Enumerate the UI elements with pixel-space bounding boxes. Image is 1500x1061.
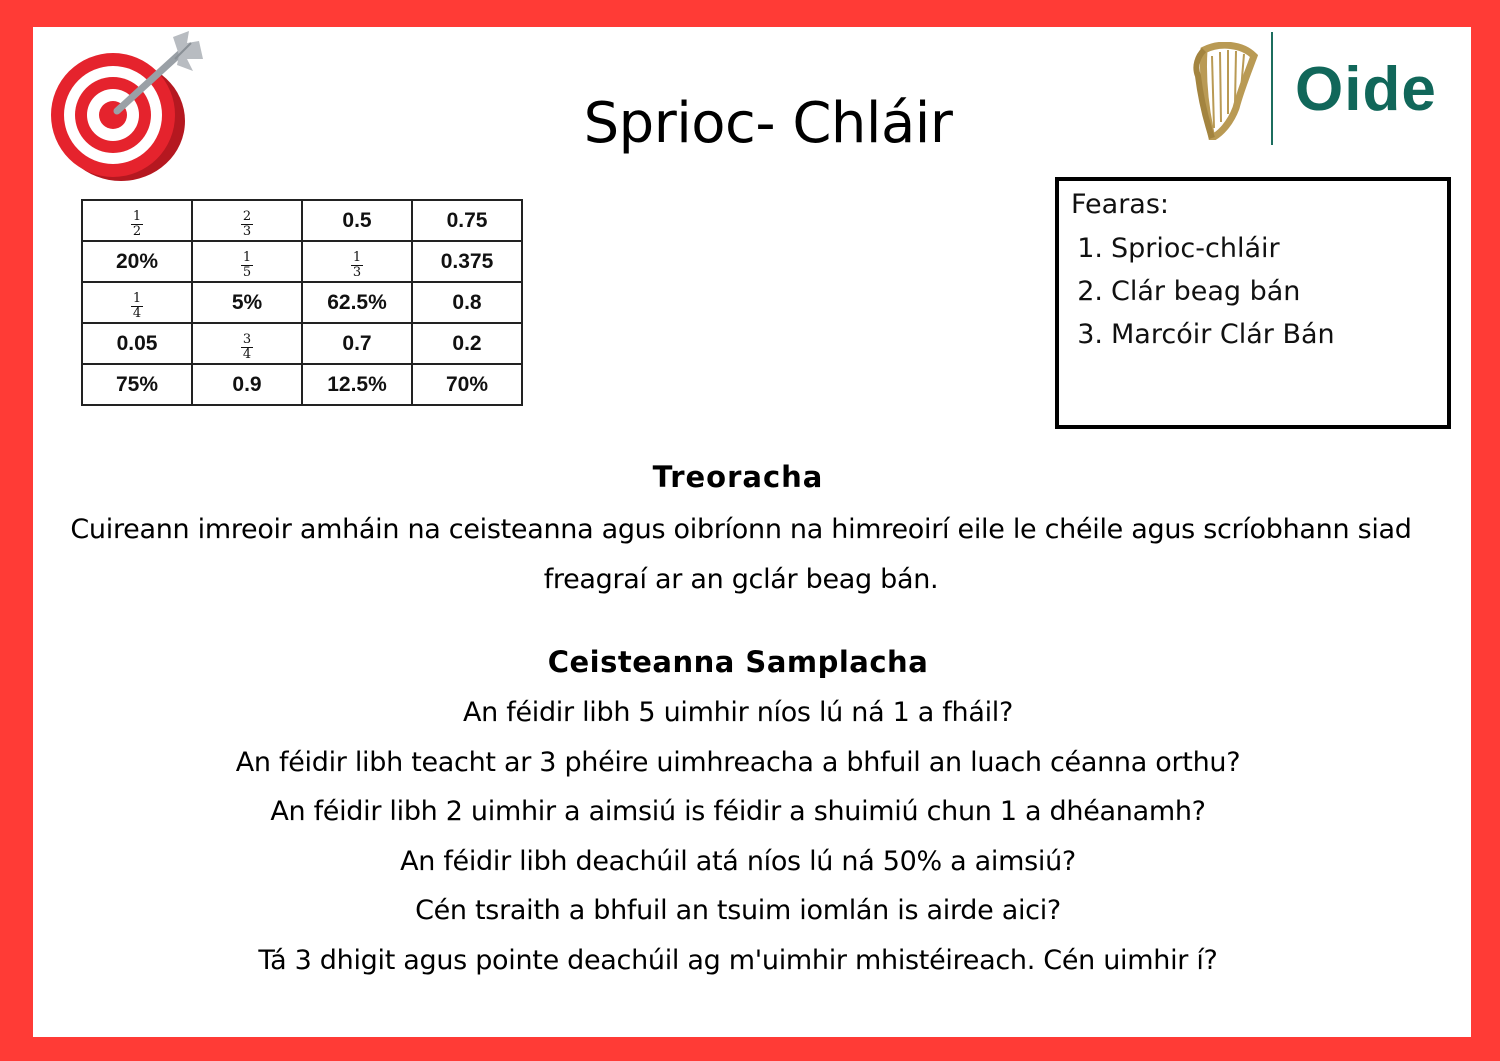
fraction: $\frac{1}{5}$: [242, 250, 252, 280]
questions-list: [33, 688, 1443, 986]
grid-cell: 0.375: [412, 241, 522, 282]
logo-wordmark: Oide: [1295, 55, 1437, 124]
grid-cell: [192, 200, 302, 241]
instructions-heading: Treoracha: [652, 460, 824, 494]
grid-cell: 12.5%: [302, 364, 412, 405]
grid-cell: 70%: [412, 364, 522, 405]
questions-heading: Ceisteanna Samplacha: [547, 645, 929, 679]
grid-cell: [192, 323, 302, 364]
question-item: Tá 3 dhigit agus pointe deachúil ag m'uimhir mhistéireach. Cén uimhir í?: [258, 944, 1218, 976]
question-item: An féidir libh teacht ar 3 phéire uimhreacha a bhfuil an luach céanna orthu?: [235, 746, 1241, 778]
question-item: An féidir libh deachúil atá níos lú ná 50% a aimsiú?: [400, 845, 1076, 877]
grid-cell: [82, 200, 192, 241]
fraction: $\frac{1}{4}$: [132, 291, 142, 321]
question-item: An féidir libh 2 uimhir a aimsiú is féidir a shuimiú chun 1 a dhéanamh?: [270, 796, 1206, 828]
fraction: $\frac{3}{4}$: [242, 332, 252, 362]
grid-cell: 75%: [82, 364, 192, 405]
grid-cell: 0.9: [192, 364, 302, 405]
question-item: An féidir libh 5 uimhir níos lú ná 1 a fháil?: [462, 697, 1014, 728]
grid-cell: 0.7: [302, 323, 412, 364]
equipment-item: 1. Sprioc-chláir: [1077, 233, 1280, 264]
grid-row: [82, 200, 522, 241]
grid-cell: 20%: [82, 241, 192, 282]
harp-icon: [1190, 42, 1258, 140]
grid-row: [82, 364, 522, 405]
logo-divider: [1271, 32, 1273, 145]
grid-cell: [302, 241, 412, 282]
grid-row: [82, 282, 522, 323]
equipment-item: 2. Clár beag bán: [1077, 276, 1301, 307]
grid-cell: 62.5%: [302, 282, 412, 323]
question-item: Cén tsraith a bhfuil an tsuim iomlán is airde aici?: [415, 895, 1061, 927]
equipment-heading: Fearas:: [1071, 189, 1170, 220]
fraction: $\frac{2}{3}$: [242, 209, 252, 239]
grid-cell: 0.5: [302, 200, 412, 241]
grid-cell: 5%: [192, 282, 302, 323]
fraction: $\frac{1}{2}$: [132, 209, 142, 239]
grid-row: [82, 241, 522, 282]
grid-cell: 0.05: [82, 323, 192, 364]
worksheet-page: [33, 27, 1471, 1037]
grid-cell: 0.2: [412, 323, 522, 364]
grid-row: [82, 323, 522, 364]
instructions-text: Cuireann imreoir amháin na ceisteanna agus oibríonn na himreoirí eile le chéile agus scríobhann siad freagraí ar an gclár beag bán.: [70, 514, 1412, 595]
equipment-item: 3. Marcóir Clár Bán: [1077, 319, 1335, 350]
number-grid: [81, 199, 523, 406]
equipment-box: [1055, 177, 1451, 429]
grid-cell: 0.75: [412, 200, 522, 241]
grid-cell: [192, 241, 302, 282]
grid-cell: [82, 282, 192, 323]
page-title: Sprioc- Chláir: [583, 91, 953, 156]
equipment-list: [1071, 233, 1335, 362]
fraction: $\frac{1}{3}$: [352, 250, 362, 280]
oide-logo: [1185, 32, 1435, 147]
grid-cell: 0.8: [412, 282, 522, 323]
